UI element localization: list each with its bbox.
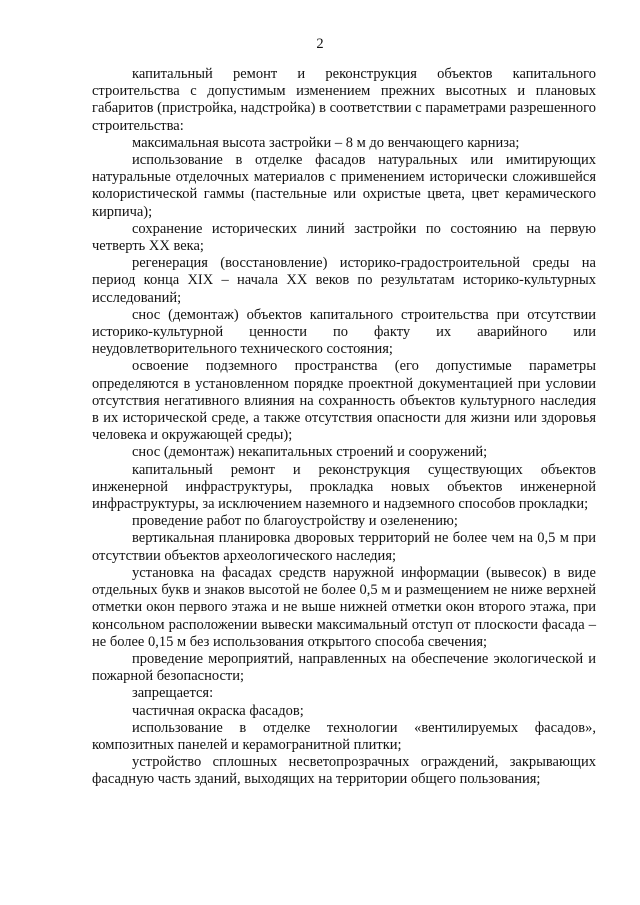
paragraph: проведение мероприятий, направленных на обеспечение экологической и пожарной безопасности; — [92, 650, 596, 685]
paragraph: вертикальная планировка дворовых территорий не более чем на 0,5 м при отсутствии объектов археологического наследия; — [92, 530, 596, 564]
paragraph: проведение работ по благоустройству и озеленению; — [132, 513, 458, 530]
paragraph: капитальный ремонт и реконструкция существующих объектов инженерной инфраструктуры, прокладка новых объектов инженерной инфраструктуры, за исключением наземного и надземного способов прокладки; — [92, 461, 596, 513]
paragraph: частичная окраска фасадов; — [132, 702, 304, 719]
document-body — [92, 66, 596, 789]
paragraph: снос (демонтаж) объектов капитального строительства при отсутствии историко-культурной ценности по факту их аварийного или неудовлетворительного технического состояния; — [92, 306, 596, 358]
paragraph: капитальный ремонт и реконструкция объектов капитального строительства с допустимым изменением прежних высотных и плановых габаритов (пристройка, надстройка) в соответствии с параметрами разрешенного строительства: — [92, 66, 596, 134]
paragraph: сохранение исторических линий застройки по состоянию на первую четверть XX века; — [92, 220, 596, 255]
paragraph: освоение подземного пространства (его допустимые параметры определяются в установленном порядке проектной документацией при условии отсутствия негативного влияния на сохранность объектов культурного наследия в их исторической среде, а также отсутствия опасности для жизни или здоровья человека и окружающей среды); — [92, 358, 596, 444]
paragraph: использование в отделке технологии «вентилируемых фасадов», композитных панелей и керамогранитной плитки; — [92, 719, 596, 753]
paragraph: регенерация (восстановление) историко-градостроительной среды на период конца XIX – начала XX веков по результатам историко-культурных исследований; — [92, 255, 596, 306]
paragraph-heading-prohibited: запрещается: — [132, 685, 214, 702]
paragraph: снос (демонтаж) некапитальных строений и сооружений; — [132, 444, 488, 461]
paragraph: установка на фасадах средств наружной информации (вывесок) в виде отдельных букв и знаков высотой не более 0,5 м и размещением не ниже верхней отметки окон первого этажа и не выше нижней отметки окон второго этажа, при консольном расположении вывески максимальный отступ от плоскости фасада – не более 0,15 м без использования открытого способа свечения; — [92, 564, 596, 650]
paragraph: использование в отделке фасадов натуральных или имитирующих натуральные отделочных материалов с применением исторически сложившейся колористической гаммы (пастельные или охристые цвета, цвет керамического кирпича); — [92, 152, 596, 220]
paragraph: максимальная высота застройки – 8 м до венчающего карниза; — [132, 134, 520, 151]
page-number: 2 — [316, 36, 324, 52]
paragraph: устройство сплошных несветопрозрачных ограждений, закрывающих фасадную часть зданий, выходящих на территории общего пользования; — [92, 754, 596, 788]
